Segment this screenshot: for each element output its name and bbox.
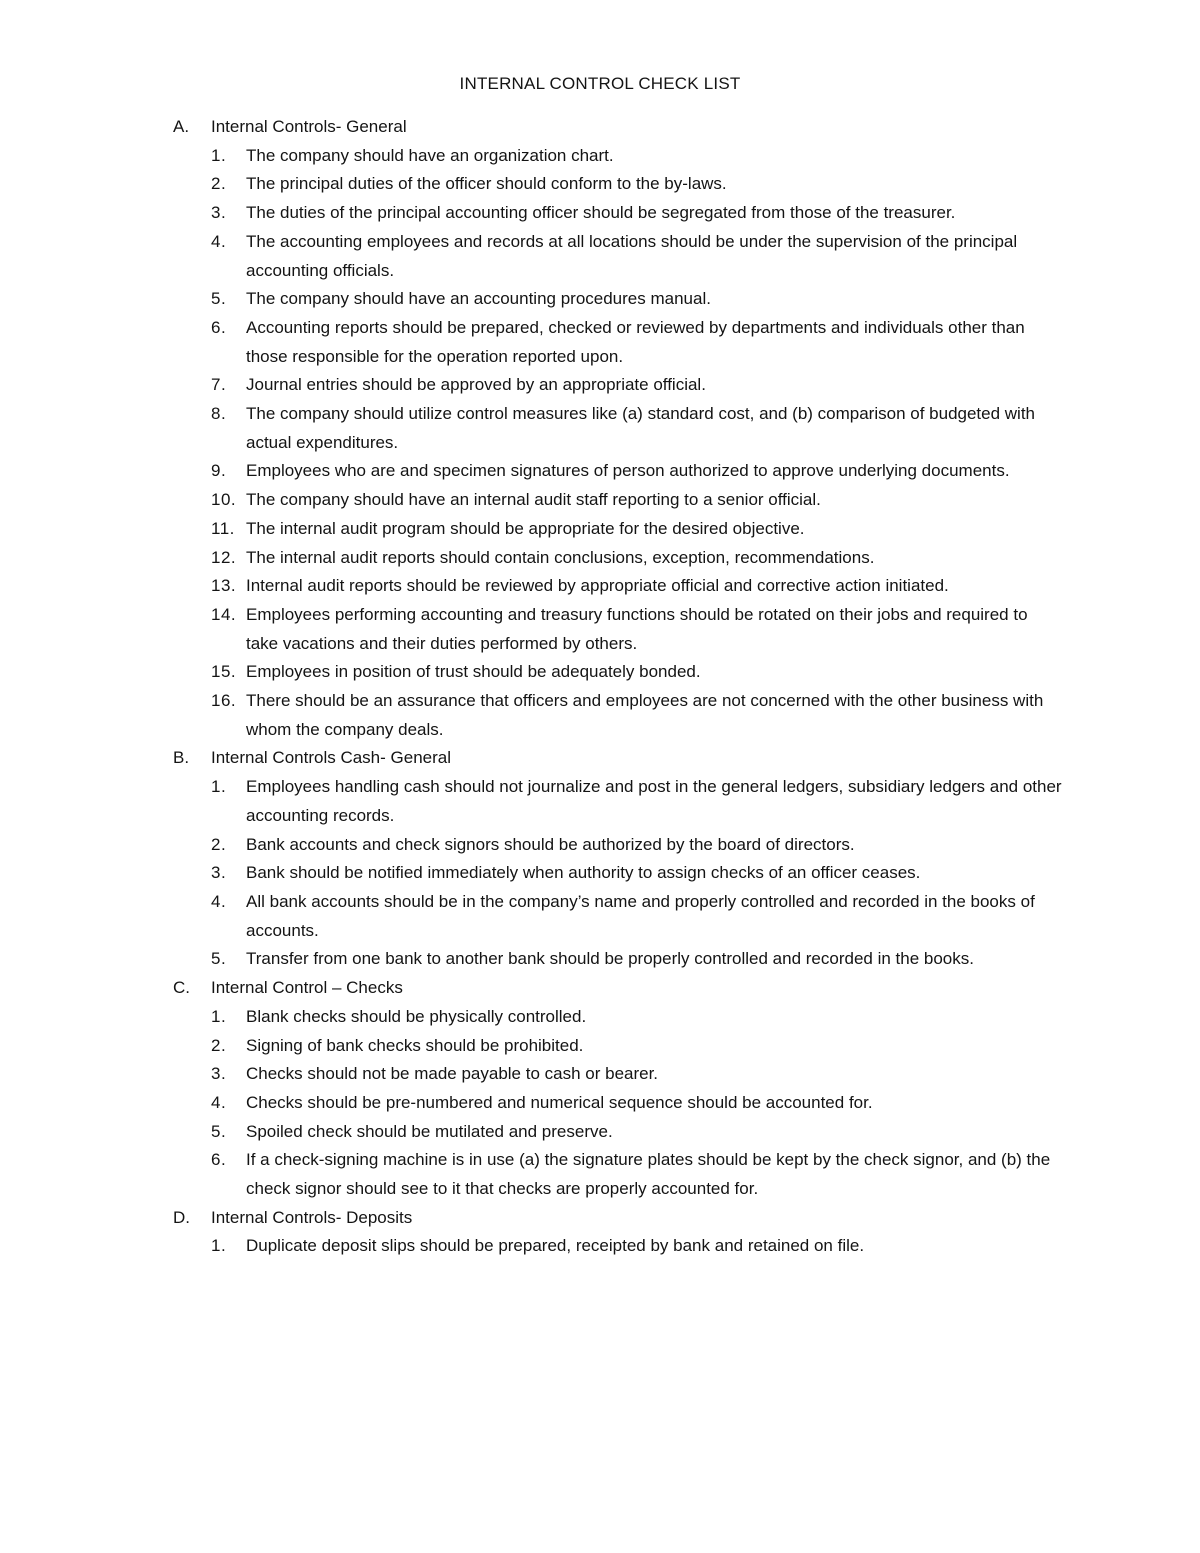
item-number: 8. — [211, 404, 227, 424]
checklist-item — [173, 1232, 1063, 1261]
item-text: The internal audit reports should contain conclusions, exception, recommendations. — [246, 547, 875, 567]
section-heading-text: Internal Controls- Deposits — [211, 1207, 413, 1227]
checklist-items — [173, 1232, 1063, 1261]
item-number: 4. — [211, 1092, 227, 1112]
item-text: Signing of bank checks should be prohibited. — [246, 1035, 584, 1055]
item-text: Employees handling cash should not journalize and post in the general ledgers, subsidiary ledgers and other accounting records. — [246, 777, 1062, 825]
checklist-items — [173, 1003, 1063, 1204]
checklist-section — [173, 974, 1063, 1204]
section-heading-text: Internal Controls- General — [211, 117, 407, 136]
checklist-item — [173, 285, 1063, 314]
section-heading — [173, 113, 1063, 142]
checklist-item — [173, 601, 1063, 658]
checklist-item — [173, 515, 1063, 544]
section-heading-text: Internal Control – Checks — [211, 978, 403, 998]
checklist-item — [173, 773, 1063, 830]
checklist-item — [173, 457, 1063, 486]
section-letter: C. — [173, 978, 190, 998]
item-text: There should be an assurance that officers and employees are not concerned with the other business with whom the company deals. — [246, 691, 1044, 739]
checklist-item — [173, 486, 1063, 515]
section-letter: D. — [173, 1207, 190, 1227]
item-number: 1. — [211, 145, 227, 165]
item-number: 12. — [211, 547, 237, 567]
section-heading — [173, 974, 1063, 1003]
item-text: Bank accounts and check signors should be authorized by the board of directors. — [246, 834, 855, 854]
checklist-item — [173, 945, 1063, 974]
checklist-item — [173, 314, 1063, 371]
item-text: Bank should be notified immediately when authority to assign checks of an officer ceases. — [246, 863, 921, 883]
item-text: Checks should not be made payable to cash or bearer. — [246, 1064, 659, 1084]
item-number: 5. — [211, 289, 227, 309]
item-number: 11. — [211, 518, 235, 538]
item-text: The accounting employees and records at all locations should be under the supervision of the principal accounting officials. — [246, 231, 1018, 280]
item-text: Employees performing accounting and treasury functions should be rotated on their jobs and required to take vacations and their duties performed by others. — [246, 604, 1028, 653]
item-number: 1. — [211, 1006, 227, 1026]
item-text: Checks should be pre-numbered and numerical sequence should be accounted for. — [246, 1092, 873, 1112]
item-number: 6. — [211, 317, 227, 337]
checklist-body — [173, 113, 1063, 1261]
item-number: 1. — [211, 777, 227, 797]
section-letter: B. — [173, 748, 190, 768]
item-text: The duties of the principal accounting officer should be segregated from those of the treasurer. — [246, 203, 956, 223]
item-number: 16. — [211, 691, 237, 711]
item-text: Spoiled check should be mutilated and preserve. — [246, 1121, 613, 1141]
checklist-item — [173, 371, 1063, 400]
item-text: If a check-signing machine is in use (a) the signature plates should be kept by the check signor, and (b) the check signor should see to it that checks are properly accounted for. — [246, 1150, 1051, 1199]
item-text: The company should have an internal audit staff reporting to a senior official. — [246, 490, 821, 510]
item-number: 9. — [211, 461, 227, 481]
item-number: 2. — [211, 1035, 227, 1055]
item-number: 14. — [211, 604, 237, 624]
section-heading — [173, 1204, 1063, 1233]
section-heading — [173, 744, 1063, 773]
checklist-item — [173, 1060, 1063, 1089]
checklist-item — [173, 831, 1063, 860]
checklist-section — [173, 113, 1063, 744]
item-number: 1. — [211, 1236, 227, 1256]
section-heading-text: Internal Controls Cash- General — [211, 748, 452, 768]
item-text: The company should have an accounting procedures manual. — [246, 289, 711, 309]
checklist-item — [173, 1003, 1063, 1032]
checklist-item — [173, 658, 1063, 687]
checklist-item — [173, 228, 1063, 285]
checklist-item — [173, 687, 1063, 744]
item-number: 2. — [211, 174, 227, 194]
item-text: Accounting reports should be prepared, checked or reviewed by departments and individuals other than those responsible for the operation reported upon. — [246, 317, 1025, 366]
item-number: 4. — [211, 231, 227, 251]
item-text: Journal entries should be approved by an appropriate official. — [246, 375, 706, 395]
document-title: INTERNAL CONTROL CHECK LIST — [459, 74, 741, 93]
checklist-item — [173, 1146, 1063, 1203]
checklist-items — [173, 773, 1063, 974]
item-number: 13. — [211, 576, 237, 596]
checklist-item — [173, 1118, 1063, 1147]
checklist-section — [173, 744, 1063, 974]
checklist-item — [173, 572, 1063, 601]
checklist-items — [173, 142, 1063, 745]
checklist-item — [173, 1032, 1063, 1061]
item-number: 3. — [211, 203, 227, 223]
checklist-item — [173, 544, 1063, 573]
checklist-item — [173, 199, 1063, 228]
section-letter: A. — [173, 117, 190, 136]
item-number: 5. — [211, 949, 227, 969]
checklist-item — [173, 400, 1063, 457]
item-number: 2. — [211, 834, 227, 854]
item-text: All bank accounts should be in the company’s name and properly controlled and recorded in the books of accounts. — [246, 891, 1035, 940]
item-text: The internal audit program should be appropriate for the desired objective. — [246, 518, 805, 538]
checklist-item — [173, 888, 1063, 945]
checklist-item — [173, 170, 1063, 199]
item-text: Transfer from one bank to another bank should be properly controlled and recorded in the books. — [246, 949, 974, 969]
checklist-item — [173, 859, 1063, 888]
checklist-item — [173, 142, 1063, 171]
item-number: 10. — [211, 490, 237, 510]
item-number: 5. — [211, 1121, 227, 1141]
checklist-item — [173, 1089, 1063, 1118]
item-number: 15. — [211, 662, 237, 682]
checklist-section — [173, 1204, 1063, 1261]
item-text: The principal duties of the officer should conform to the by-laws. — [246, 174, 727, 194]
item-number: 6. — [211, 1150, 227, 1170]
item-text: The company should have an organization chart. — [246, 145, 614, 165]
item-text: Duplicate deposit slips should be prepared, receipted by bank and retained on file. — [246, 1236, 865, 1256]
item-text: Blank checks should be physically controlled. — [246, 1006, 587, 1026]
item-number: 3. — [211, 863, 227, 883]
item-text: The company should utilize control measures like (a) standard cost, and (b) comparison of budgeted with actual expenditures. — [246, 404, 1036, 452]
item-text: Internal audit reports should be reviewed by appropriate official and corrective action initiated. — [246, 576, 949, 596]
item-number: 4. — [211, 891, 227, 911]
item-text: Employees in position of trust should be adequately bonded. — [246, 662, 701, 682]
item-text: Employees who are and specimen signatures of person authorized to approve underlying documents. — [246, 461, 1010, 481]
item-number: 3. — [211, 1064, 227, 1084]
item-number: 7. — [211, 375, 227, 395]
